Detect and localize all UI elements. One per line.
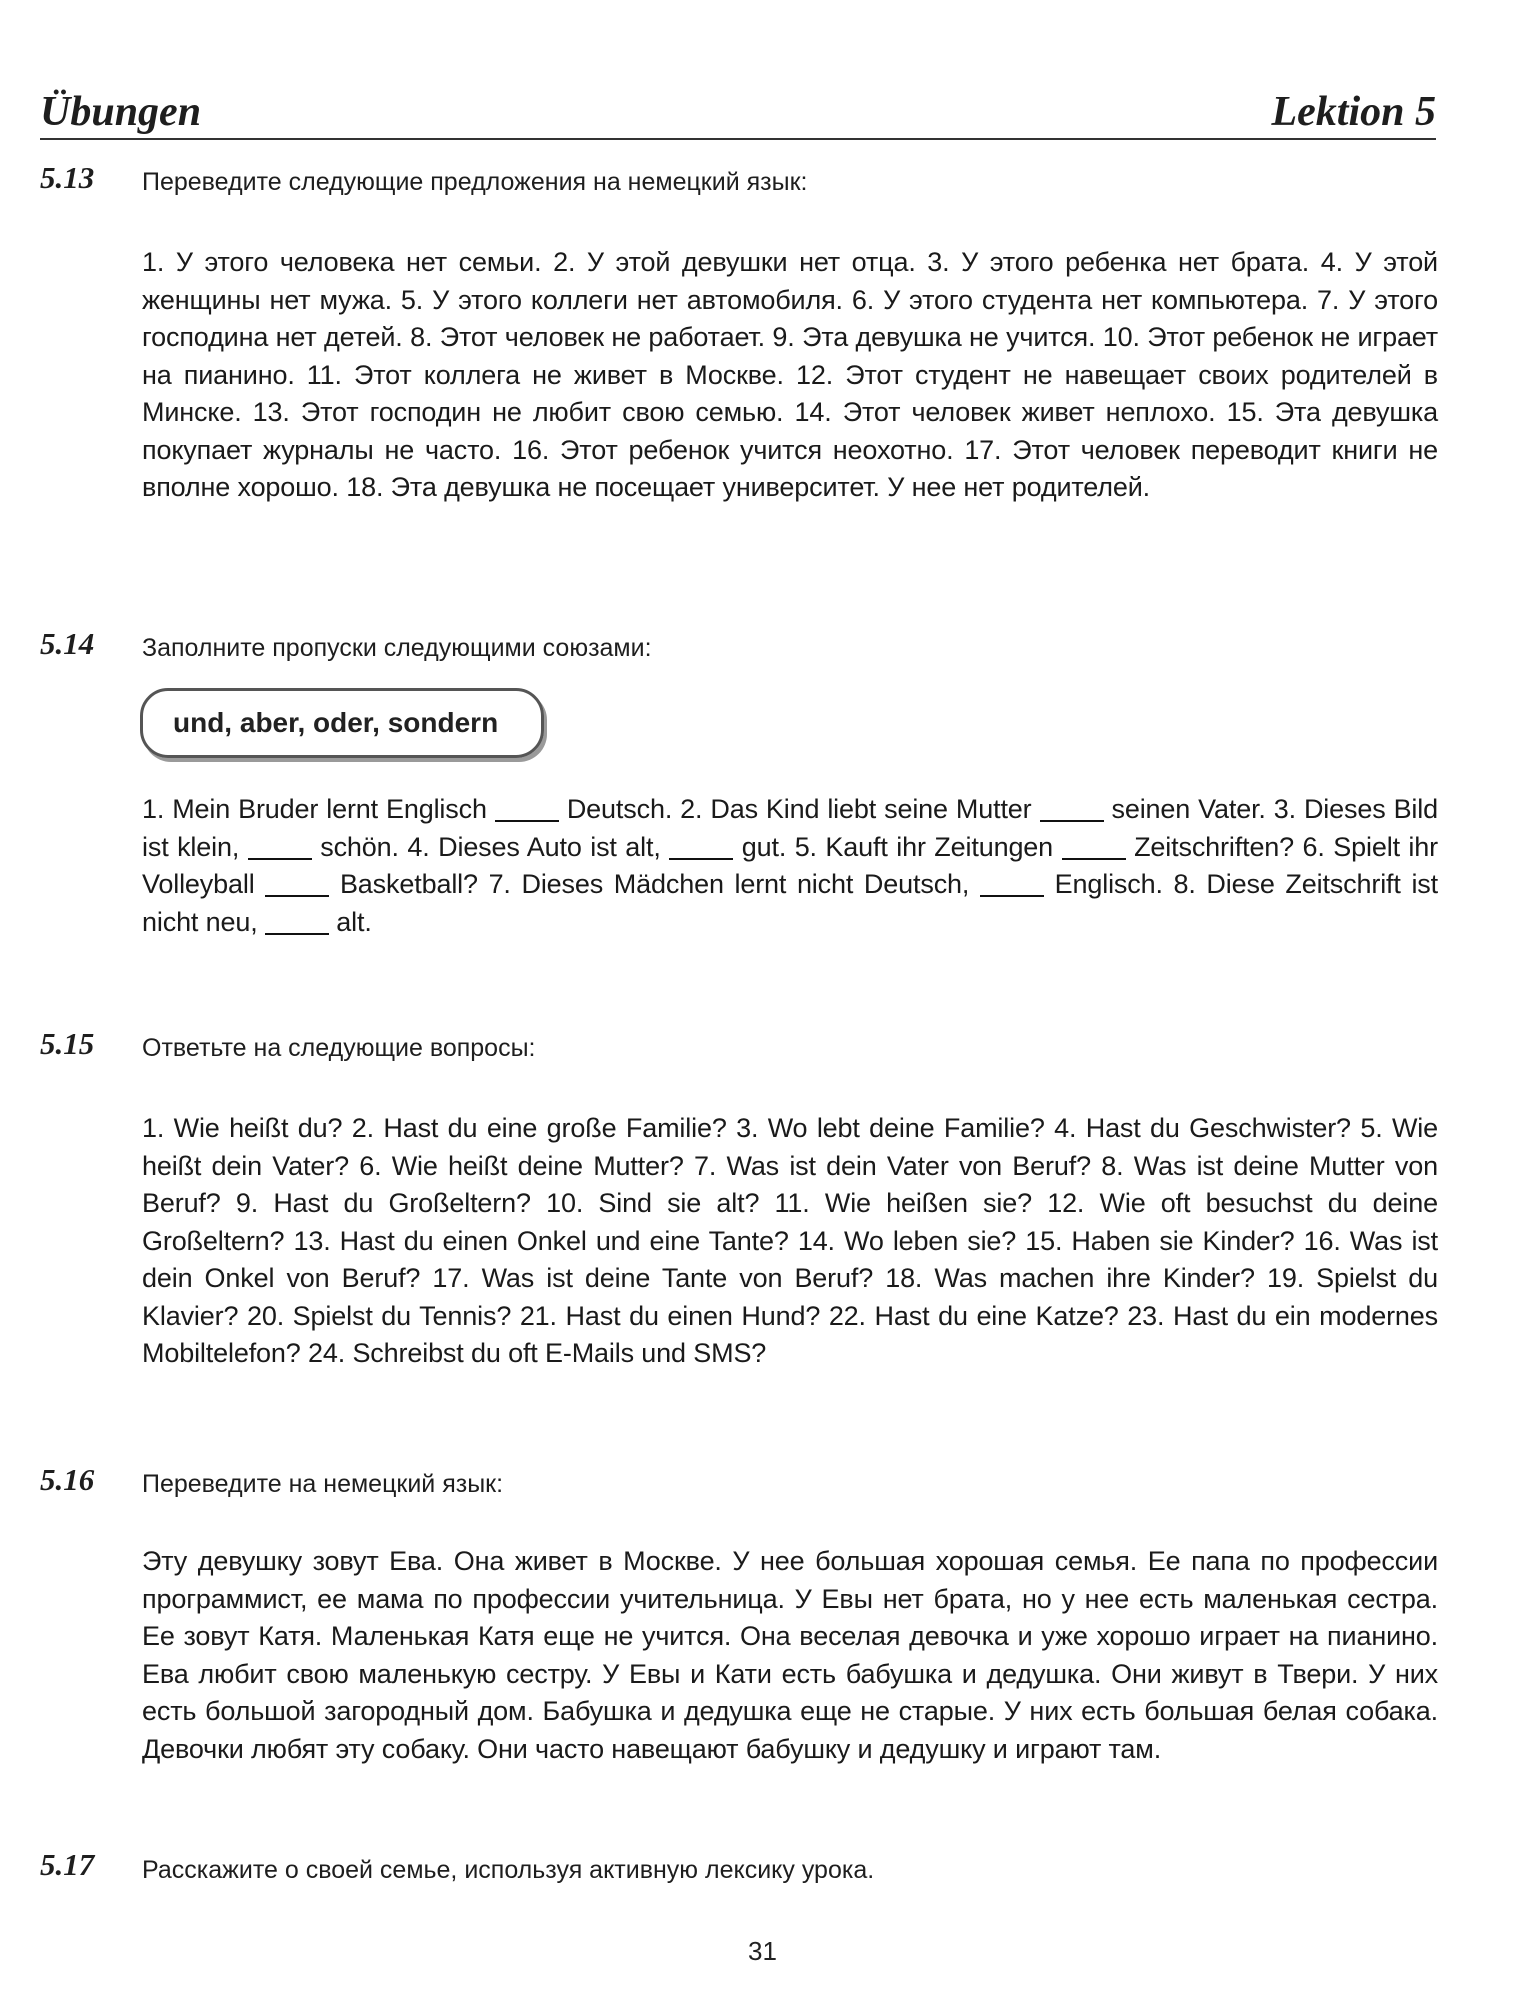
header-lesson: Lektion 5 [1271,89,1436,135]
section-text-5-15: 1. Wie heißt du? 2. Hast du eine große Familie? 3. Wo lebt deine Familie? 4. Hast du Geschwister? 5. Wie heißt dein Vater? 6. Wie heißt deine Mutter? 7. Was ist dein Vater von Beruf? 8. Was ist deine Mutter von Beruf? 9. Hast du Großeltern? 10. Sind sie alt? 11. Wie heißen sie? 12. Wie oft besuchst du deine Großeltern? 13. Hast du einen Onkel und eine Tante? 14. Wo leben sie? 15. Haben sie Kinder? 16. Was ist dein Onkel von Beruf? 17. Was ist deine Tante von Beruf? 18. Was machen ihre Kinder? 19. Spielst du Klavier? 20. Spielst du Tennis? 21. Hast du einen Hund? 22. Hast du eine Katze? 23. Hast du ein modernes Mobiltelefon? 24. Schreibst du oft E-Mails und SMS? [142,1113,1438,1368]
fill-text: Zeitschriften? 6. Spielt ihr Volleyball [142,831,1438,899]
fill-text: Basketball? 7. Dieses Mädchen lernt nicht Deutsch, [329,869,980,899]
section-instruction-5-17: Расскажите о своей семье, используя активную лексику урока. [142,1856,875,1884]
section-text-5-14 [142,791,1438,941]
fill-text: Englisch. 8. Diese Zeitschrift ist nicht neu, [142,869,1438,937]
section-text-5-16: Эту девушку зовут Ева. Она живет в Москве. У нее большая хорошая семья. Ее папа по профессии программист, ее мама по профессии учительница. У Евы нет брата, но у нее есть маленькая сестра. Ее зовут Катя. Маленькая Катя еще не учится. Она веселая девочка и уже хорошо играет на пианино. Ева любит свою маленькую сестру. У Евы и Кати есть бабушка и дедушка. Они живут в Твери. У них есть большой загородный дом. Бабушка и дедушка еще не старые. У них есть большая белая собака. Девочки любят эту собаку. Они часто навещают бабушку и дедушку и играют там. [142,1546,1438,1764]
page-header [40,88,1436,140]
blank-7[interactable] [980,868,1044,897]
fill-text: schön. 4. Dieses Auto ist alt, [311,831,670,862]
blank-6[interactable] [265,868,329,897]
fill-text: 1. Mein Bruder lernt Englisch [142,794,495,824]
blank-1[interactable] [495,793,559,822]
conjunction-box [140,688,544,758]
blank-3[interactable] [248,831,312,860]
section-instruction-5-15: Ответьте на следующие вопросы: [142,1034,536,1062]
fill-text: seinen Vater. 3. Dieses Bild ist klein, [142,794,1438,862]
section-number-5-17: 5.17 [40,1847,95,1882]
section-instruction-5-14: Заполните пропуски следующими союзами: [142,634,652,662]
section-number-5-16: 5.16 [40,1462,95,1497]
section-instruction-5-16: Переведите на немецкий язык: [142,1470,504,1498]
conjunction-list: und, aber, oder, sondern [173,707,499,738]
blank-2[interactable] [1040,793,1104,822]
blank-5[interactable] [1062,831,1126,860]
blank-4[interactable] [669,831,733,860]
header-title: Übungen [40,89,202,135]
fill-text: gut. 5. Kauft ihr Zeitungen [733,831,1062,862]
blank-8[interactable] [265,906,329,935]
section-number-5-13: 5.13 [40,160,95,195]
section-instruction-5-13: Переведите следующие предложения на немецкий язык: [142,168,808,196]
page-number: 31 [748,1936,777,1966]
fill-text: Deutsch. 2. Das Kind liebt seine Mutter [558,794,1040,824]
fill-text: alt. [328,906,372,937]
section-text-5-13: 1. У этого человека нет семьи. 2. У этой девушки нет отца. 3. У этого ребенка нет брата. 4. У этой женщины нет мужа. 5. У этого коллеги нет автомобиля. 6. У этого студента нет компьютера. 7. У этого господина нет детей. 8. Этот человек не работает. 9. Эта девушка не учится. 10. Этот ребенок не играет на пианино. 11. Этот коллега не живет в Москве. 12. Этот студент не навещает своих родителей в Минске. 13. Этот господин не любит свою семью. 14. Этот человек живет неплохо. 15. Эта девушка покупает журналы не часто. 16. Этот ребенок учится неохотно. 17. Этот человек переводит книги не вполне хорошо. 18. Эта девушка не посещает университет. У нее нет родителей. [142,247,1438,502]
section-number-5-14: 5.14 [40,626,95,661]
section-number-5-15: 5.15 [40,1026,95,1061]
